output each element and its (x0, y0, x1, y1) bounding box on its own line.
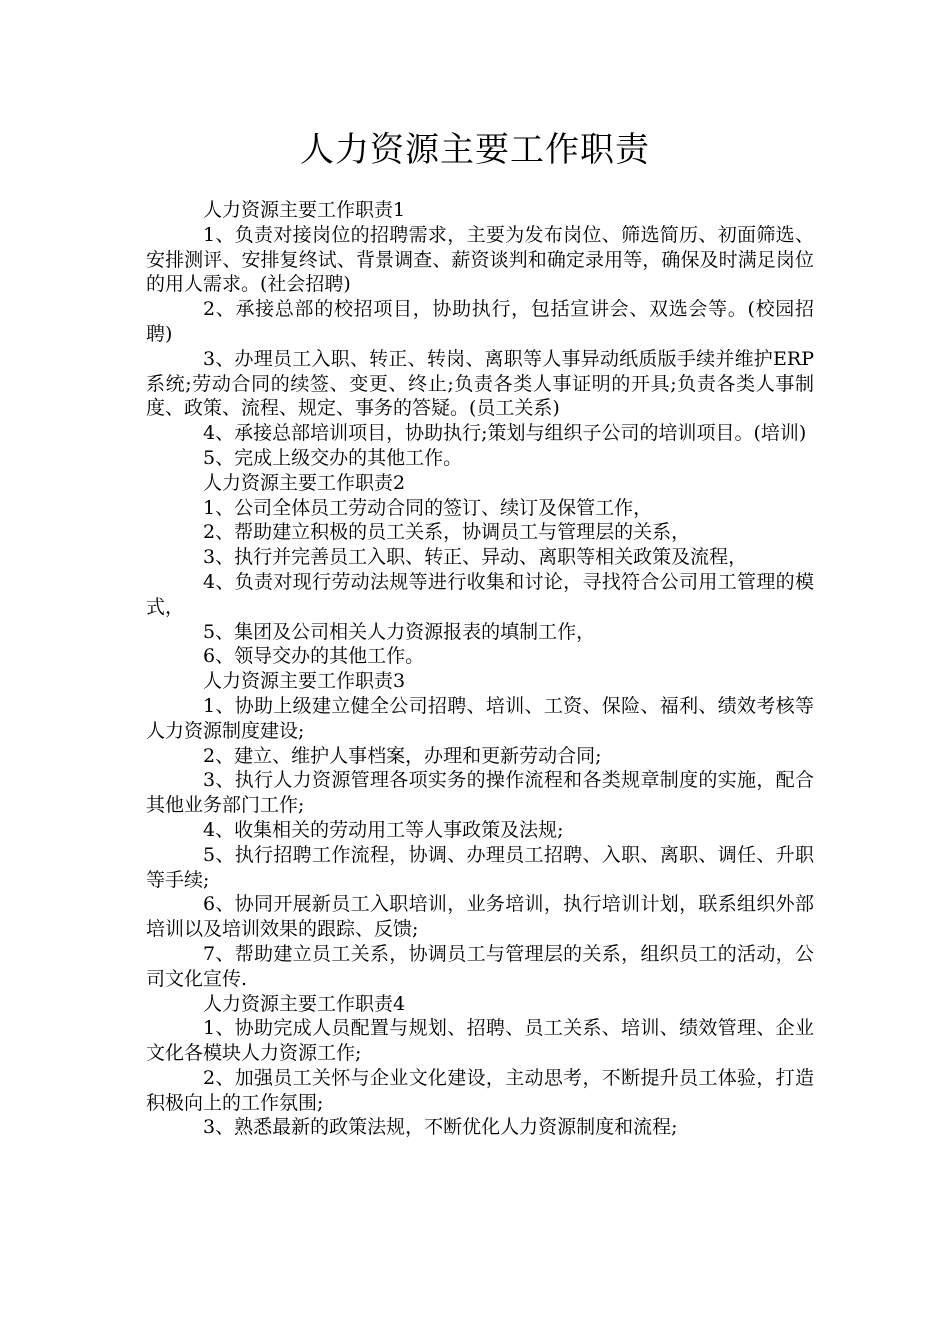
paragraph: 7、帮助建立员工关系，协调员工与管理层的关系，组织员工的活动，公司文化宣传. (146, 942, 814, 990)
paragraph: 5、完成上级交办的其他工作。 (203, 446, 463, 469)
paragraph: 4、收集相关的劳动用工等人事政策及法规; (203, 818, 564, 841)
paragraph: 6、领导交办的其他工作。 (203, 645, 425, 668)
paragraph: 5、集团及公司相关人力资源报表的填制工作， (203, 620, 596, 643)
section-heading: 人力资源主要工作职责2 (203, 471, 406, 494)
paragraph: 3、办理员工入职、转正、转岗、离职等人事异动纸质版手续并维护ERP系统;劳动合同的续签、变更、终止;负责各类人事证明的开具;负责各类人事制度、政策、流程、规定、事务的答疑。(员工关系) (146, 347, 814, 420)
paragraph: 6、协同开展新员工入职培训，业务培训，执行培训计划，联系组织外部培训以及培训效果的跟踪、反馈; (146, 893, 814, 941)
paragraph: 2、承接总部的校招项目，协助执行，包括宣讲会、双选会等。(校园招聘) (146, 298, 814, 345)
paragraph: 3、执行并完善员工入职、转正、异动、离职等相关政策及流程， (203, 546, 748, 569)
paragraph: 4、承接总部培训项目，协助执行;策划与组织子公司的培训项目。(培训) (203, 422, 807, 445)
paragraph: 3、熟悉最新的政策法规，不断优化人力资源制度和流程; (203, 1116, 678, 1139)
paragraph: 2、加强员工关怀与企业文化建设，主动思考，不断提升员工体验，打造积极向上的工作氛围; (146, 1066, 814, 1114)
paragraph: 1、协助上级建立健全公司招聘、培训、工资、保险、福利、绩效考核等人力资源制度建设; (146, 694, 814, 742)
paragraph: 1、协助完成人员配置与规划、招聘、员工关系、培训、绩效管理、企业文化各模块人力资源工作; (146, 1017, 814, 1065)
paragraph: 1、公司全体员工劳动合同的签订、续订及保管工作， (203, 496, 653, 519)
paragraph: 3、执行人力资源管理各项实务的操作流程和各类规章制度的实施，配合其他业务部门工作; (146, 769, 814, 817)
section-heading: 人力资源主要工作职责3 (203, 670, 406, 693)
section-heading: 人力资源主要工作职责4 (203, 992, 406, 1015)
document-body (146, 198, 814, 1140)
paragraph: 2、建立、维护人事档案，办理和更新劳动合同; (203, 744, 602, 767)
paragraph: 1、负责对接岗位的招聘需求，主要为发布岗位、筛选简历、初面筛选、安排测评、安排复终试、背景调查、薪资谈判和确定录用等，确保及时满足岗位的用人需求。(社会招聘) (146, 223, 814, 296)
document-title: 人力资源主要工作职责 (300, 130, 650, 170)
paragraph: 4、负责对现行劳动法规等进行收集和讨论，寻找符合公司用工管理的模式， (146, 570, 814, 618)
section-heading: 人力资源主要工作职责1 (203, 199, 406, 221)
paragraph: 5、执行招聘工作流程，协调、办理员工招聘、入职、离职、调任、升职等手续; (146, 843, 814, 891)
paragraph: 2、帮助建立积极的员工关系，协调员工与管理层的关系， (203, 521, 691, 544)
